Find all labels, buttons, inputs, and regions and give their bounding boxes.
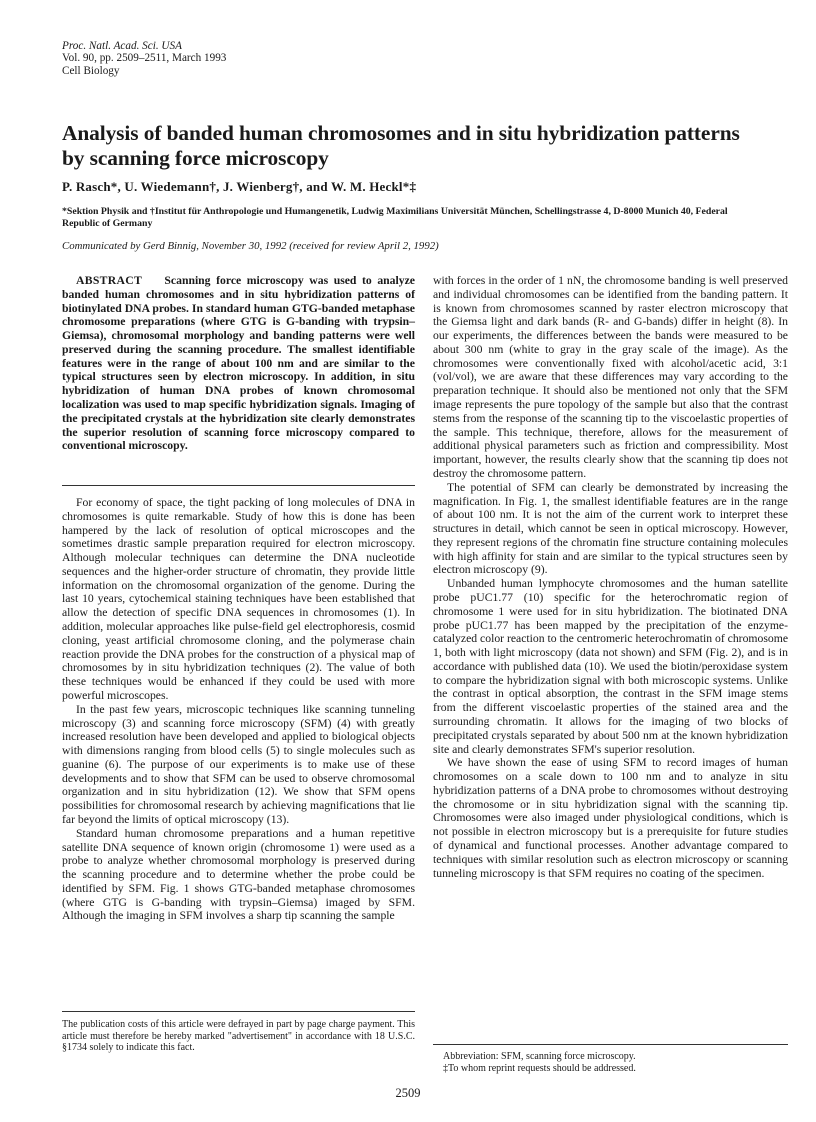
body-right-column (433, 274, 788, 880)
paragraph: with forces in the order of 1 nN, the chromosome banding is well preserved and individual chromosomes can be identified from the banding pattern. It is known from chromosomes scanned by raster electron microscopy that the Giemsa light and dark bands (R- and G-bands) differ in height (8). In our experiments, the differences between the bands were measured to be about 300 nm (white to gray in the gray scale of the image). As the chromosomes were conventionally fixed with alcohol/acetic acid, 3:1 (vol/vol), we are aware that these differences may vary according to the preparation technique. It should also be mentioned not only that the SFM image represents the pure topology of the sample but also that the contrast stems from the response of the scanning tip to the viscoelastic properties of the sample. This technique, therefore, allows for the measurement of additional physical parameters such as friction and compressibility. Most important, however, the results clearly show that the scanning tip does not destroy the chromosome pattern. (433, 274, 788, 480)
section-name: Cell Biology (62, 64, 120, 77)
page-number: 2509 (395, 1086, 421, 1100)
paragraph: For economy of space, the tight packing of long molecules of DNA in chromosomes is quite remarkable. Study of how this is done has been hampered by the lack of resolution of optical microscopes and the sometimes drastic sample preparation required for electron microscopy. Although molecular techniques can determine the DNA nucleotide sequences and the higher-order structure of chromatin, they provide little information on the chromosomal organization of the genome. During the last 10 years, cytochemical staining techniques have been established that allow the detection of specific DNA sequences in chromosomes (1). In addition, molecular approaches like pulse-field gel electrophoresis, cosmid cloning, yeast artificial chromosome cloning, and the polymerase chain reaction provide the DNA probes for the construction of a physical map of chromosomes by in situ hybridization techniques (2). The value of both these techniques would be enhanced if they could be used with more powerful microscopes. (62, 496, 415, 702)
article-title: Analysis of banded human chromosomes and in situ hybridization patterns by scanning force microscopy (62, 121, 740, 170)
journal-name: Proc. Natl. Acad. Sci. USA (62, 40, 182, 52)
paragraph: In the past few years, microscopic techniques like scanning tunneling microscopy (3) and scanning force microscopy (SFM) (4) with greatly increased resolution have been developed and applied to biological objects with dimensions ranging from blood cells (5) to single molecules such as guanine (6). The purpose of our experiments is to make use of these developments and to show that SFM can be used to observe chromosomal organization and in situ hybridization (12). We show that SFM opens possibilities for chromosomal research by achieving magnifications that lie far beyond the limits of optical microscopy (13). (62, 702, 415, 826)
paragraph: Standard human chromosome preparations and a human repetitive satellite DNA sequence of known origin (chromosome 1) were used as a probe to analyze whether chromosomal morphology is preserved during the scanning procedure and to determine whether the probe could be identified by SFM. Fig. 1 shows GTG-banded metaphase chromosomes (where GTG is G-banding with trypsin–Giemsa) imaged by SFM. Although the imaging in SFM involves a sharp tip scanning the sample (62, 826, 415, 923)
reprint-note: ‡To whom reprint requests should be addressed. (443, 1062, 636, 1074)
abbreviation-note: Abbreviation: SFM, scanning force microscopy. (443, 1051, 636, 1062)
body-left-column (62, 496, 415, 923)
footnote-divider-left (62, 1011, 415, 1012)
paragraph: Unbanded human lymphocyte chromosomes and the human satellite probe pUC1.77 (10) specific for the heterochromatic region of chromosome 1 were used for in situ hybridization. The biotinated DNA probe pUC1.77 has been mapped by the precipitation of the enzyme-catalyzed color reaction to the centromeric heterochromatin of chromosome 1, both with light microscopy (data not shown) and SFM (Fig. 2), and is in accordance with published data (10). We used the biotin/peroxidase system to compare the hybridization signal with both microscopic systems. Unlike the contrast in optical absorption, the contrast in the SFM image stems from the different viscoelastic properties of the stained area and the surrounding chromatin. It allows for the imaging of two blocks of precipitated crystals separated by about 500 nm at the known hybridization site and clearly demonstrates SFM's superior resolution. (433, 577, 789, 756)
footnotes-right (433, 1051, 788, 1074)
volume-line: Vol. 90, pp. 2509–2511, March 1993 (62, 52, 227, 65)
communicated-line: Communicated by Gerd Binnig, November 30, 1992 (received for review April 2, 1992) (62, 240, 439, 252)
abstract-text: Scanning force microscopy was used to analyze banded human chromosomes and in situ hybridization patterns of biotinylated DNA probes. In standard human GTG-banded metaphase chromosome preparations (where GTG is G-banding with trypsin–Giemsa), chromosomal morphology and banding patterns were well preserved during the scanning procedure. The smallest identifiable features were in the range of about 100 nm and are similar to the typical structures seen by electron microscopy. In addition, in situ hybridization of human DNA probes of known chromosomal localization was used to map specific hybridization signals. Imaging of the precipitated crystals at the hybridization site clearly demonstrates the superior resolution of scanning force microscopy compared to conventional microscopy. (62, 274, 415, 453)
journal-header (62, 40, 226, 77)
abstract-divider (62, 485, 415, 486)
paragraph: We have shown the ease of using SFM to record images of human chromosomes on a scale down to 100 nm and to analyze in situ hybridization patterns of a DNA probe to chromosomes without destroying the chromosome or in situ hybridization signal with the scanning tip. Chromosomes were also imaged under physiological conditions, which is not possible in electron microscopy but is a prerequisite for future studies of dynamical and functional processes. Another advantage compared to techniques with similar resolution such as electron microscopy or scanning tunneling microscopy is that SFM requires no coating of the specimen. (433, 756, 788, 880)
author-list: P. Rasch*, U. Wiedemann†, J. Wienberg†, and W. M. Heckl*‡ (62, 179, 417, 194)
paragraph: The potential of SFM can clearly be demonstrated by increasing the magnification. In Fig. 1, the smallest identifiable features are in the range of about 100 nm. It is not the aim of the current work to interpret these structures in detail, which cannot be seen in optical microscopy. However, they represent regions of the chromatin fine structure containing molecules with high affinity for stain and are similar to the typical structures seen by electron microscopy (9). (433, 480, 788, 577)
abstract-label: ABSTRACT (76, 274, 143, 287)
abstract (62, 274, 415, 453)
footnote-divider-right (433, 1044, 788, 1045)
affiliations: *Sektion Physik and †Institut für Anthropologie und Humangenetik, Ludwig Maximilians Universität München, Schellingstrasse 4, D-8000 Munich 40, Federal Republic of Germany (62, 206, 728, 229)
publication-cost-note: The publication costs of this article were defrayed in part by page charge payment. This article must therefore be hereby marked "advertisement" in accordance with 18 U.S.C. §1734 solely to indicate this fact. (62, 1019, 415, 1054)
